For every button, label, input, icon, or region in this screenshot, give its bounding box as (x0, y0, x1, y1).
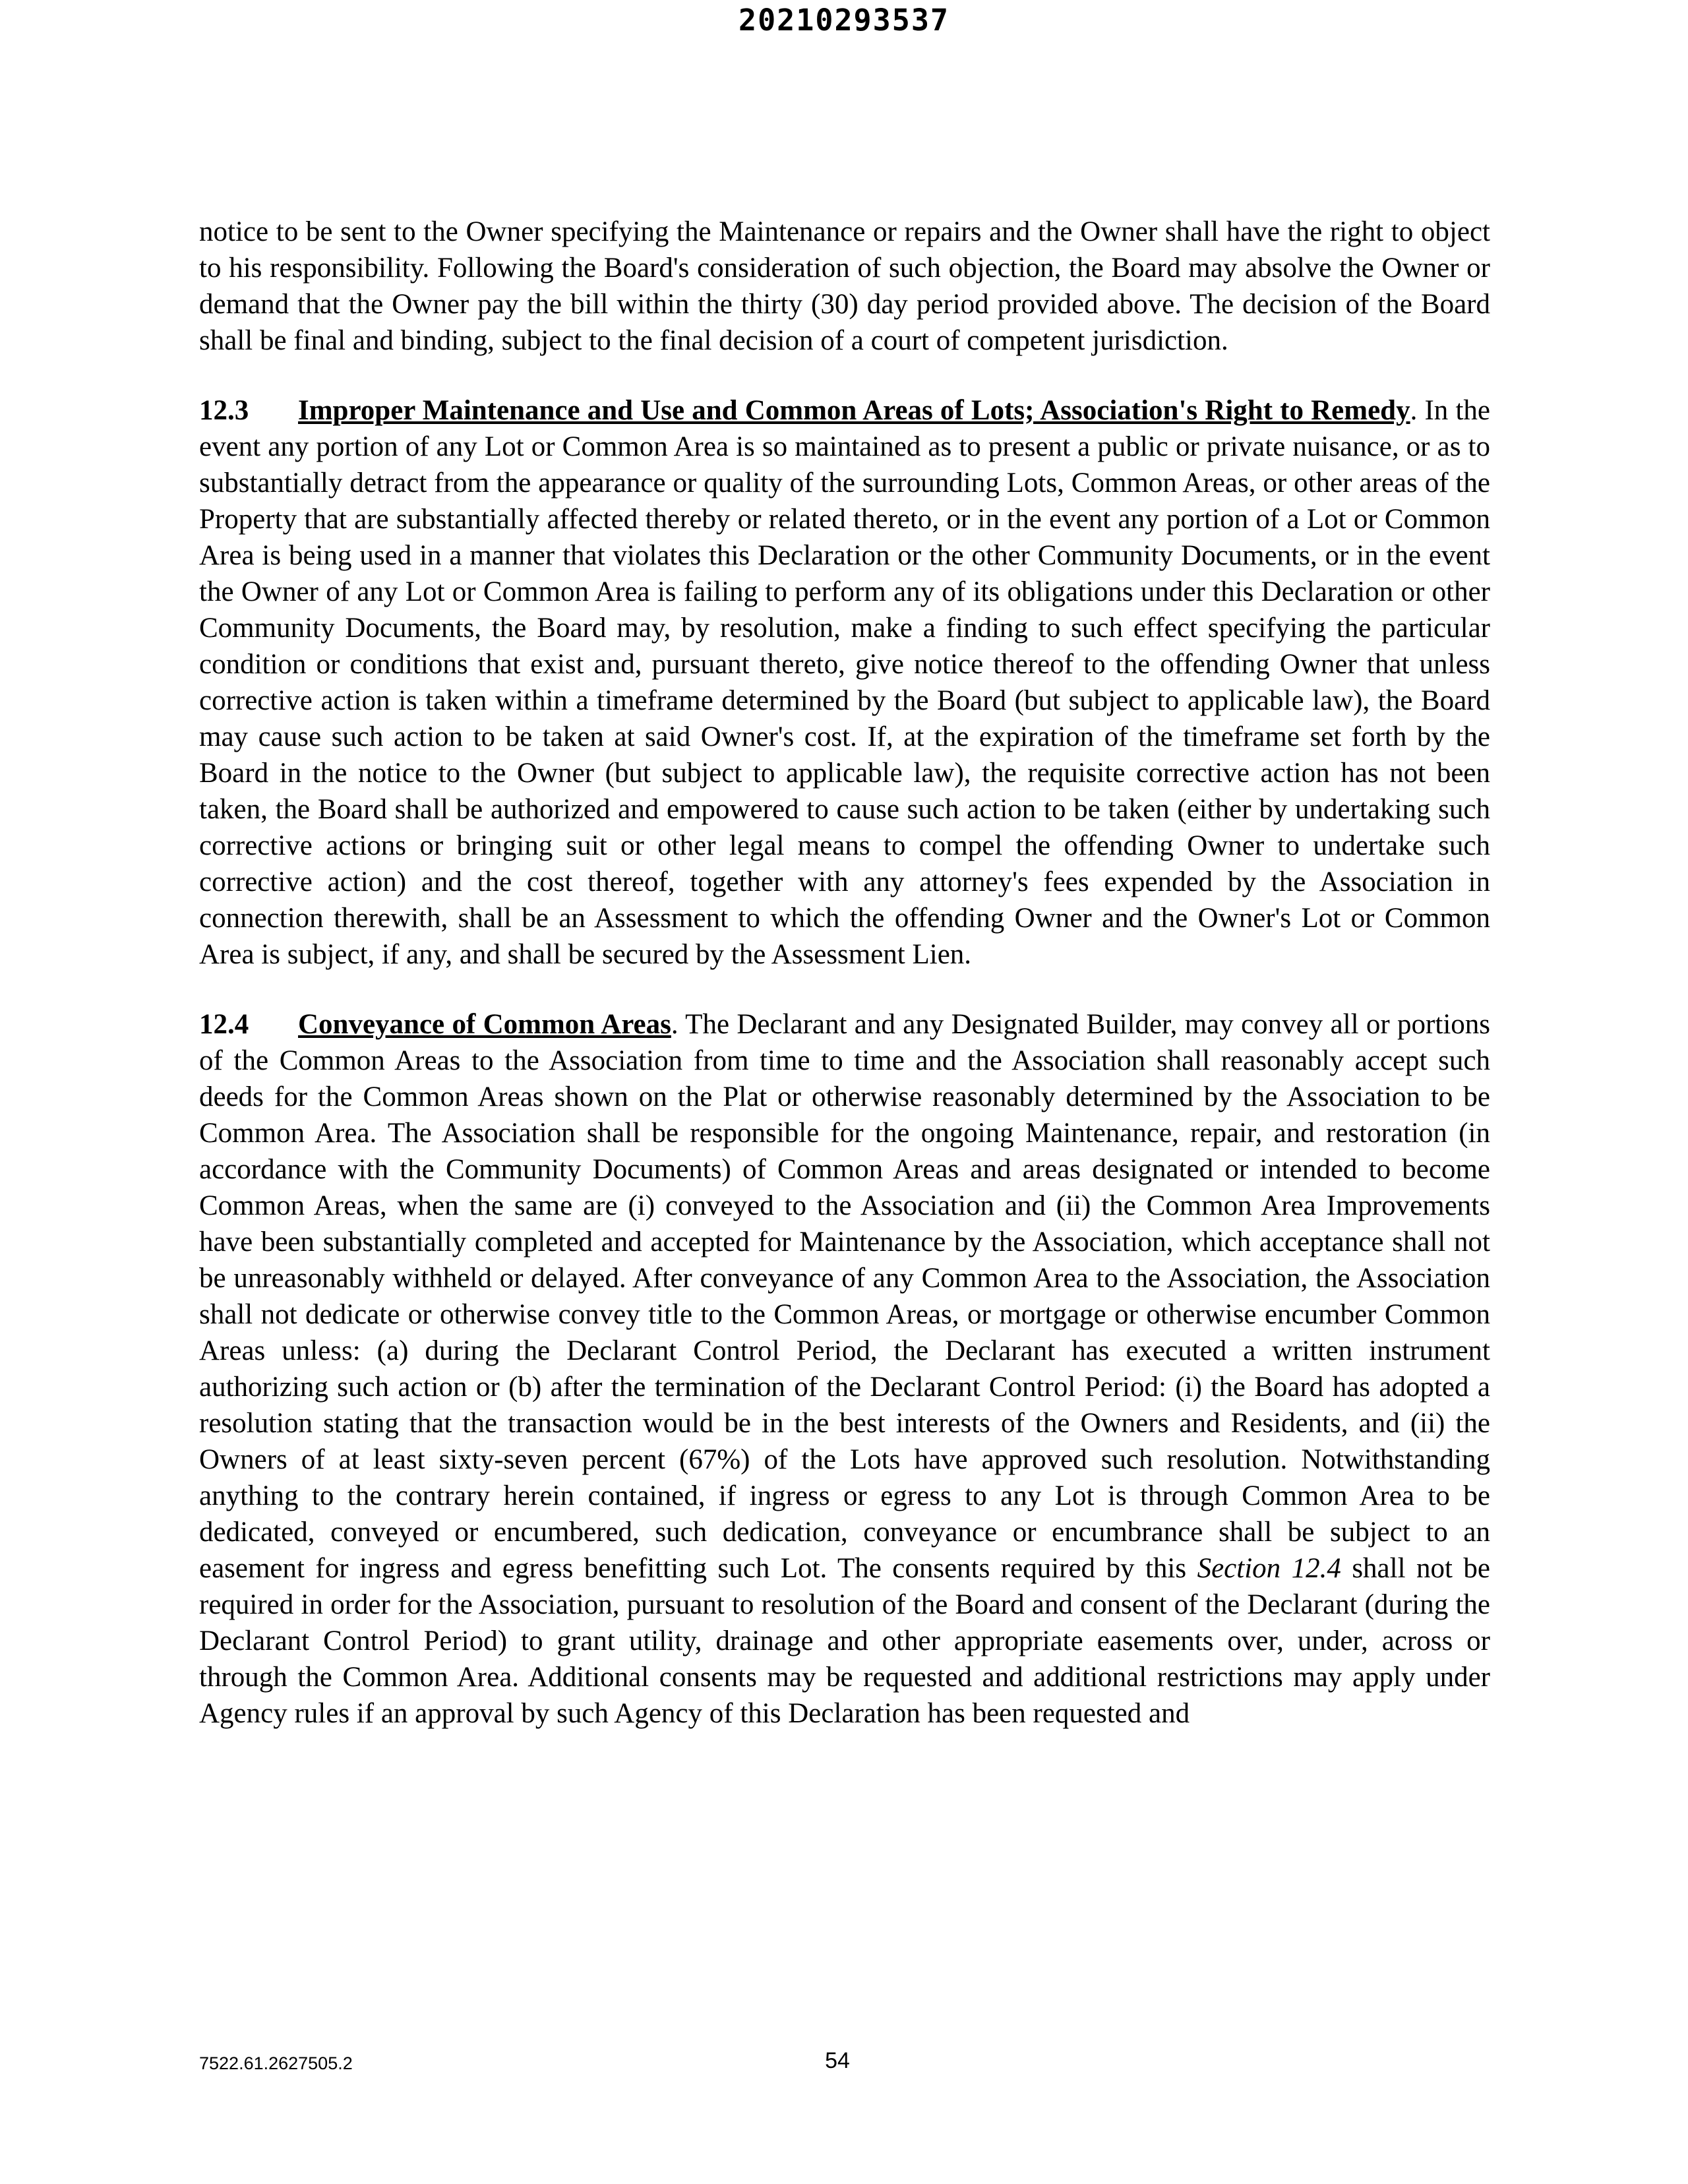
section-body-continued: shall not be required in order for the Association, pursuant to resolution of the Board and consent of the Declarant (during the Declarant Control Period) to grant utility, drainage and other appropriate easements over, under, across or through the Common Area. Additional consents may be requested and additional restrictions may apply under Agency rules if an approval by such Agency of this Declaration has been requested and (199, 1553, 1490, 1729)
section-body: . The Declarant and any Designated Builder, may convey all or portions of the Common Areas to the Association from time to time and the Association shall reasonably accept such deeds for the Common Areas shown on the Plat or otherwise reasonably determined by the Association to be Common Area. The Association shall be responsible for the ongoing Maintenance, repair, and restoration (in accordance with the Community Documents) of Common Areas and areas designated or intended to become Common Areas, when the same are (i) conveyed to the Association and (ii) the Common Area Improvements have been substantially completed and accepted for Maintenance by the Association, which acceptance shall not be unreasonably withheld or delayed. After conveyance of any Common Area to the Association, the Association shall not dedicate or otherwise convey title to the Common Areas, or mortgage or otherwise encumber Common Areas unless: (a) during the Declarant Control Period, the Declarant has executed a written instrument authorizing such action or (b) after the termination of the Declarant Control Period: (i) the Board has adopted a resolution stating that the transaction would be in the best interests of the Owners and Residents, and (ii) the Owners of at least sixty-seven percent (67%) of the Lots have approved such resolution. Notwithstanding anything to the contrary herein contained, if ingress or egress to any Lot is through Common Area to be dedicated, conveyed or encumbered, such dedication, conveyance or encumbrance shall be subject to an easement for ingress and egress benefitting such Lot. The consents required by this (199, 1009, 1491, 1584)
section-12-4 (199, 1006, 1490, 1732)
document-number: 20210293537 (738, 3, 950, 38)
section-title: Improper Maintenance and Use and Common Areas of Lots; Association's Right to Remedy (298, 395, 1410, 426)
section-reference: Section 12.4 (1197, 1553, 1341, 1584)
section-number: 12.3 (199, 395, 249, 426)
paragraph-continuation: notice to be sent to the Owner specifying the Maintenance or repairs and the Owner shall have the right to object to his responsibility. Following the Board's consideration of such objection, the Board may absolve the Owner or demand that the Owner pay the bill within the thirty (30) day period provided above. The decision of the Board shall be final and binding, subject to the final decision of a court of competent jurisdiction. (199, 216, 1490, 356)
footer-document-id: 7522.61.2627505.2 (199, 2053, 353, 2073)
section-number: 12.4 (199, 1009, 249, 1040)
section-body: . In the event any portion of any Lot or Common Area is so maintained as to present a public or private nuisance, or as to substantially detract from the appearance or quality of the surrounding Lots, Common Areas, or other areas of the Property that are substantially affected thereby or related thereto, or in the event any portion of a Lot or Common Area is being used in a manner that violates this Declaration or the other Community Documents, or in the event the Owner of any Lot or Common Area is failing to perform any of its obligations under this Declaration or other Community Documents, the Board may, by resolution, make a finding to such effect specifying the particular condition or conditions that exist and, pursuant thereto, give notice thereof to the offending Owner that unless corrective action is taken within a timeframe determined by the Board (but subject to applicable law), the Board may cause such action to be taken at said Owner's cost. If, at the expiration of the timeframe set forth by the Board in the notice to the Owner (but subject to applicable law), the requisite corrective action has not been taken, the Board shall be authorized and empowered to cause such action to be taken (either by undertaking such corrective actions or bringing suit or other legal means to compel the offending Owner to undertake such corrective action) and the cost thereof, together with any attorney's fees expended by the Association in connection therewith, shall be an Assessment to which the offending Owner and the Owner's Lot or Common Area is subject, if any, and shall be secured by the Assessment Lien. (199, 395, 1490, 970)
section-title: Conveyance of Common Areas (298, 1009, 671, 1040)
page-number: 54 (825, 2048, 850, 2073)
section-12-3 (199, 392, 1490, 973)
page-body (199, 214, 1490, 1765)
